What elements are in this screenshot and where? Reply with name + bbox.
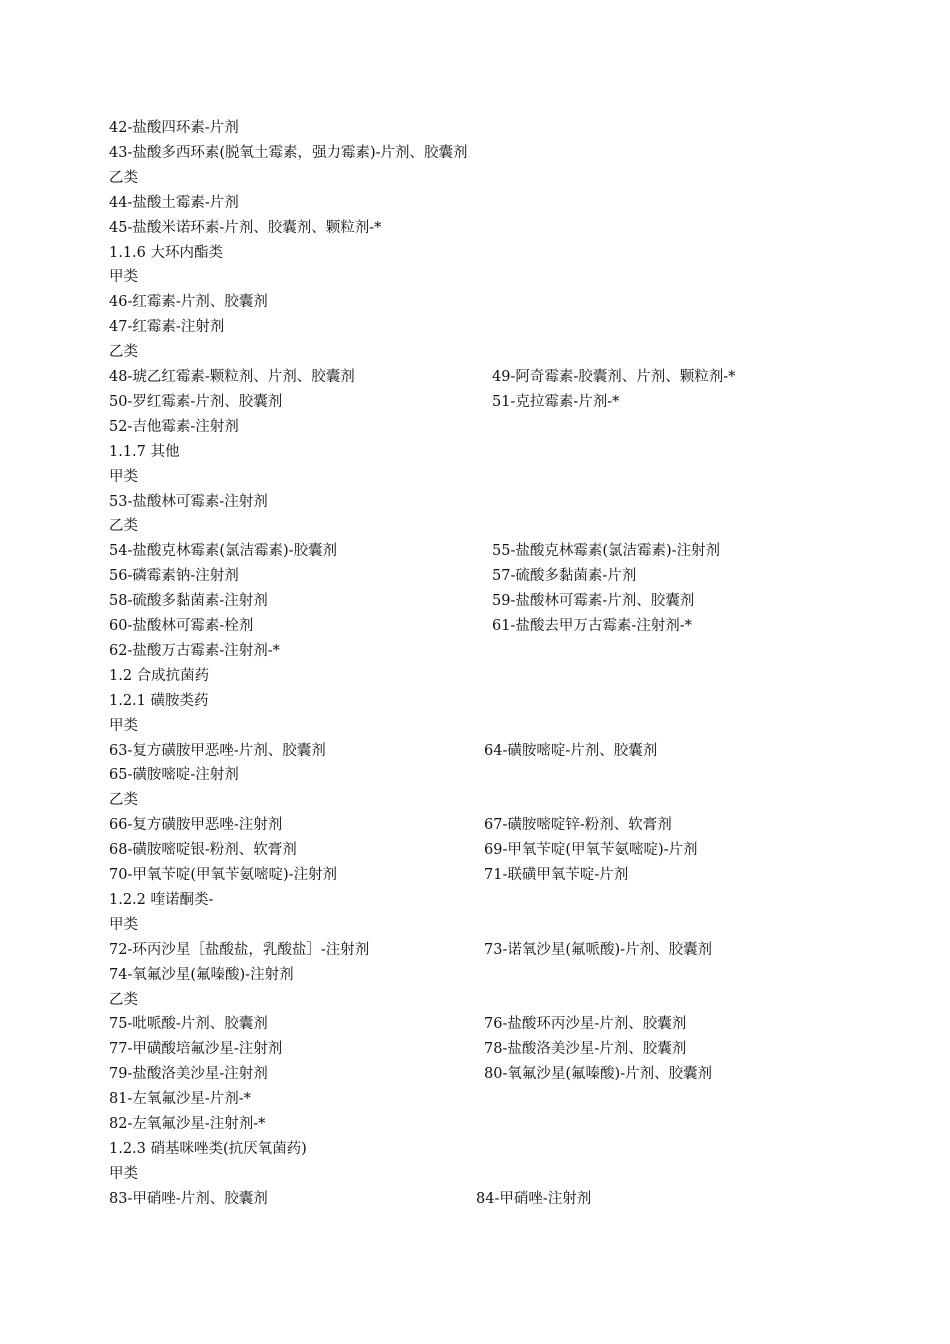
line-text-right-column: 51-克拉霉素-片剂-* xyxy=(492,393,620,410)
line-text: 53-盐酸林可霉素-注射剂 xyxy=(109,493,268,510)
line-text: 1.2.2 喹诺酮类- xyxy=(109,891,214,908)
line-text: 60-盐酸林可霉素-栓剂 xyxy=(109,618,254,634)
line-text: 77-甲磺酸培氟沙星-注射剂 xyxy=(109,1041,283,1058)
line-text-right-column: 80-氧氟沙星(氟嗪酸)-片剂、胶囊剂 xyxy=(484,1066,713,1083)
line-text-right-column: 69-甲氧苄啶(甲氧苄氨嘧啶)-片剂 xyxy=(484,842,698,859)
line-text: 甲类 xyxy=(109,916,138,933)
line-text: 62-盐酸万古霉素-注射剂-* xyxy=(109,642,280,659)
line-text-right-column: 78-盐酸洛美沙星-片剂、胶囊剂 xyxy=(484,1041,687,1058)
line-text: 66-复方磺胺甲恶唑-注射剂 xyxy=(109,817,283,834)
line-text: 1.2.1 磺胺类药 xyxy=(109,692,209,709)
line-text: 45-盐酸米诺环素-片剂、胶囊剂、颗粒剂-* xyxy=(109,219,382,236)
line-text-right-column: 64-磺胺嘧啶-片剂、胶囊剂 xyxy=(484,742,658,759)
line-text: 甲类 xyxy=(109,468,138,485)
line-text-right-column: 59-盐酸林可霉素-片剂、胶囊剂 xyxy=(492,593,695,610)
line-text: 1.1.7 其他 xyxy=(109,443,180,460)
line-text: 乙类 xyxy=(109,991,138,1008)
line-text: 47-红霉素-注射剂 xyxy=(109,319,225,336)
line-text: 1.1.6 大环内酯类 xyxy=(109,244,224,261)
line-text: 63-复方磺胺甲恶唑-片剂、胶囊剂 xyxy=(109,742,326,759)
line-text: 56-磷霉素钠-注射剂 xyxy=(109,568,239,585)
line-text: 75-吡哌酸-片剂、胶囊剂 xyxy=(109,1016,268,1033)
line-text: 44-盐酸土霉素-片剂 xyxy=(109,194,239,211)
line-text: 81-左氧氟沙星-片剂-* xyxy=(109,1091,251,1108)
line-text: 甲类 xyxy=(109,1165,138,1182)
line-text-right-column: 49-阿奇霉素-胶囊剂、片剂、颗粒剂-* xyxy=(492,369,736,385)
line-text: 68-磺胺嘧啶银-粉剂、软膏剂 xyxy=(109,842,297,859)
line-text: 1.2.3 硝基咪唑类(抗厌氧菌药) xyxy=(109,1140,307,1157)
line-text: 42-盐酸四环素-片剂 xyxy=(109,120,239,136)
line-text-right-column: 84-甲硝唑-注射剂 xyxy=(476,1190,592,1207)
line-text-right-column: 57-硫酸多黏菌素-片剂 xyxy=(492,568,637,585)
line-text: 52-吉他霉素-注射剂 xyxy=(109,418,239,435)
line-text: 54-盐酸克林霉素(氯洁霉素)-胶囊剂 xyxy=(109,543,338,560)
line-text: 82-左氧氟沙星-注射剂-* xyxy=(109,1116,266,1132)
line-text-right-column: 67-磺胺嘧啶锌-粉剂、软膏剂 xyxy=(484,817,672,834)
line-text: 74-氧氟沙星(氟嗪酸)-注射剂 xyxy=(109,966,294,983)
line-text: 70-甲氧苄啶(甲氧苄氨嘧啶)-注射剂 xyxy=(109,867,338,883)
line-text: 乙类 xyxy=(109,344,138,361)
line-text-right-column: 55-盐酸克林霉素(氯洁霉素)-注射剂 xyxy=(492,543,721,560)
line-text: 1.2 合成抗菌药 xyxy=(109,667,210,684)
line-text: 58-硫酸多黏菌素-注射剂 xyxy=(109,593,268,610)
line-text: 46-红霉素-片剂、胶囊剂 xyxy=(109,294,268,311)
line-text: 甲类 xyxy=(109,269,138,286)
line-text: 乙类 xyxy=(109,792,138,809)
line-text-right-column: 76-盐酸环丙沙星-片剂、胶囊剂 xyxy=(484,1016,687,1033)
line-text: 72-环丙沙星［盐酸盐，乳酸盐］-注射剂 xyxy=(109,941,370,958)
line-text: 甲类 xyxy=(109,717,138,734)
line-text: 48-琥乙红霉素-颗粒剂、片剂、胶囊剂 xyxy=(109,369,355,385)
line-text: 83-甲硝唑-片剂、胶囊剂 xyxy=(109,1190,268,1207)
line-text: 65-磺胺嘧啶-注射剂 xyxy=(109,767,239,784)
line-text: 乙类 xyxy=(109,518,138,535)
line-text: 43-盐酸多西环素(脱氧土霉素，强力霉素)-片剂、胶囊剂 xyxy=(109,144,468,161)
line-text-right-column: 61-盐酸去甲万古霉素-注射剂-* xyxy=(492,618,692,634)
line-text: 乙类 xyxy=(109,169,138,186)
line-text-right-column: 73-诺氧沙星(氟哌酸)-片剂、胶囊剂 xyxy=(484,941,713,958)
line-text: 79-盐酸洛美沙星-注射剂 xyxy=(109,1066,268,1083)
line-text: 50-罗红霉素-片剂、胶囊剂 xyxy=(109,393,283,410)
line-text-right-column: 71-联磺甲氧苄啶-片剂 xyxy=(484,867,629,883)
